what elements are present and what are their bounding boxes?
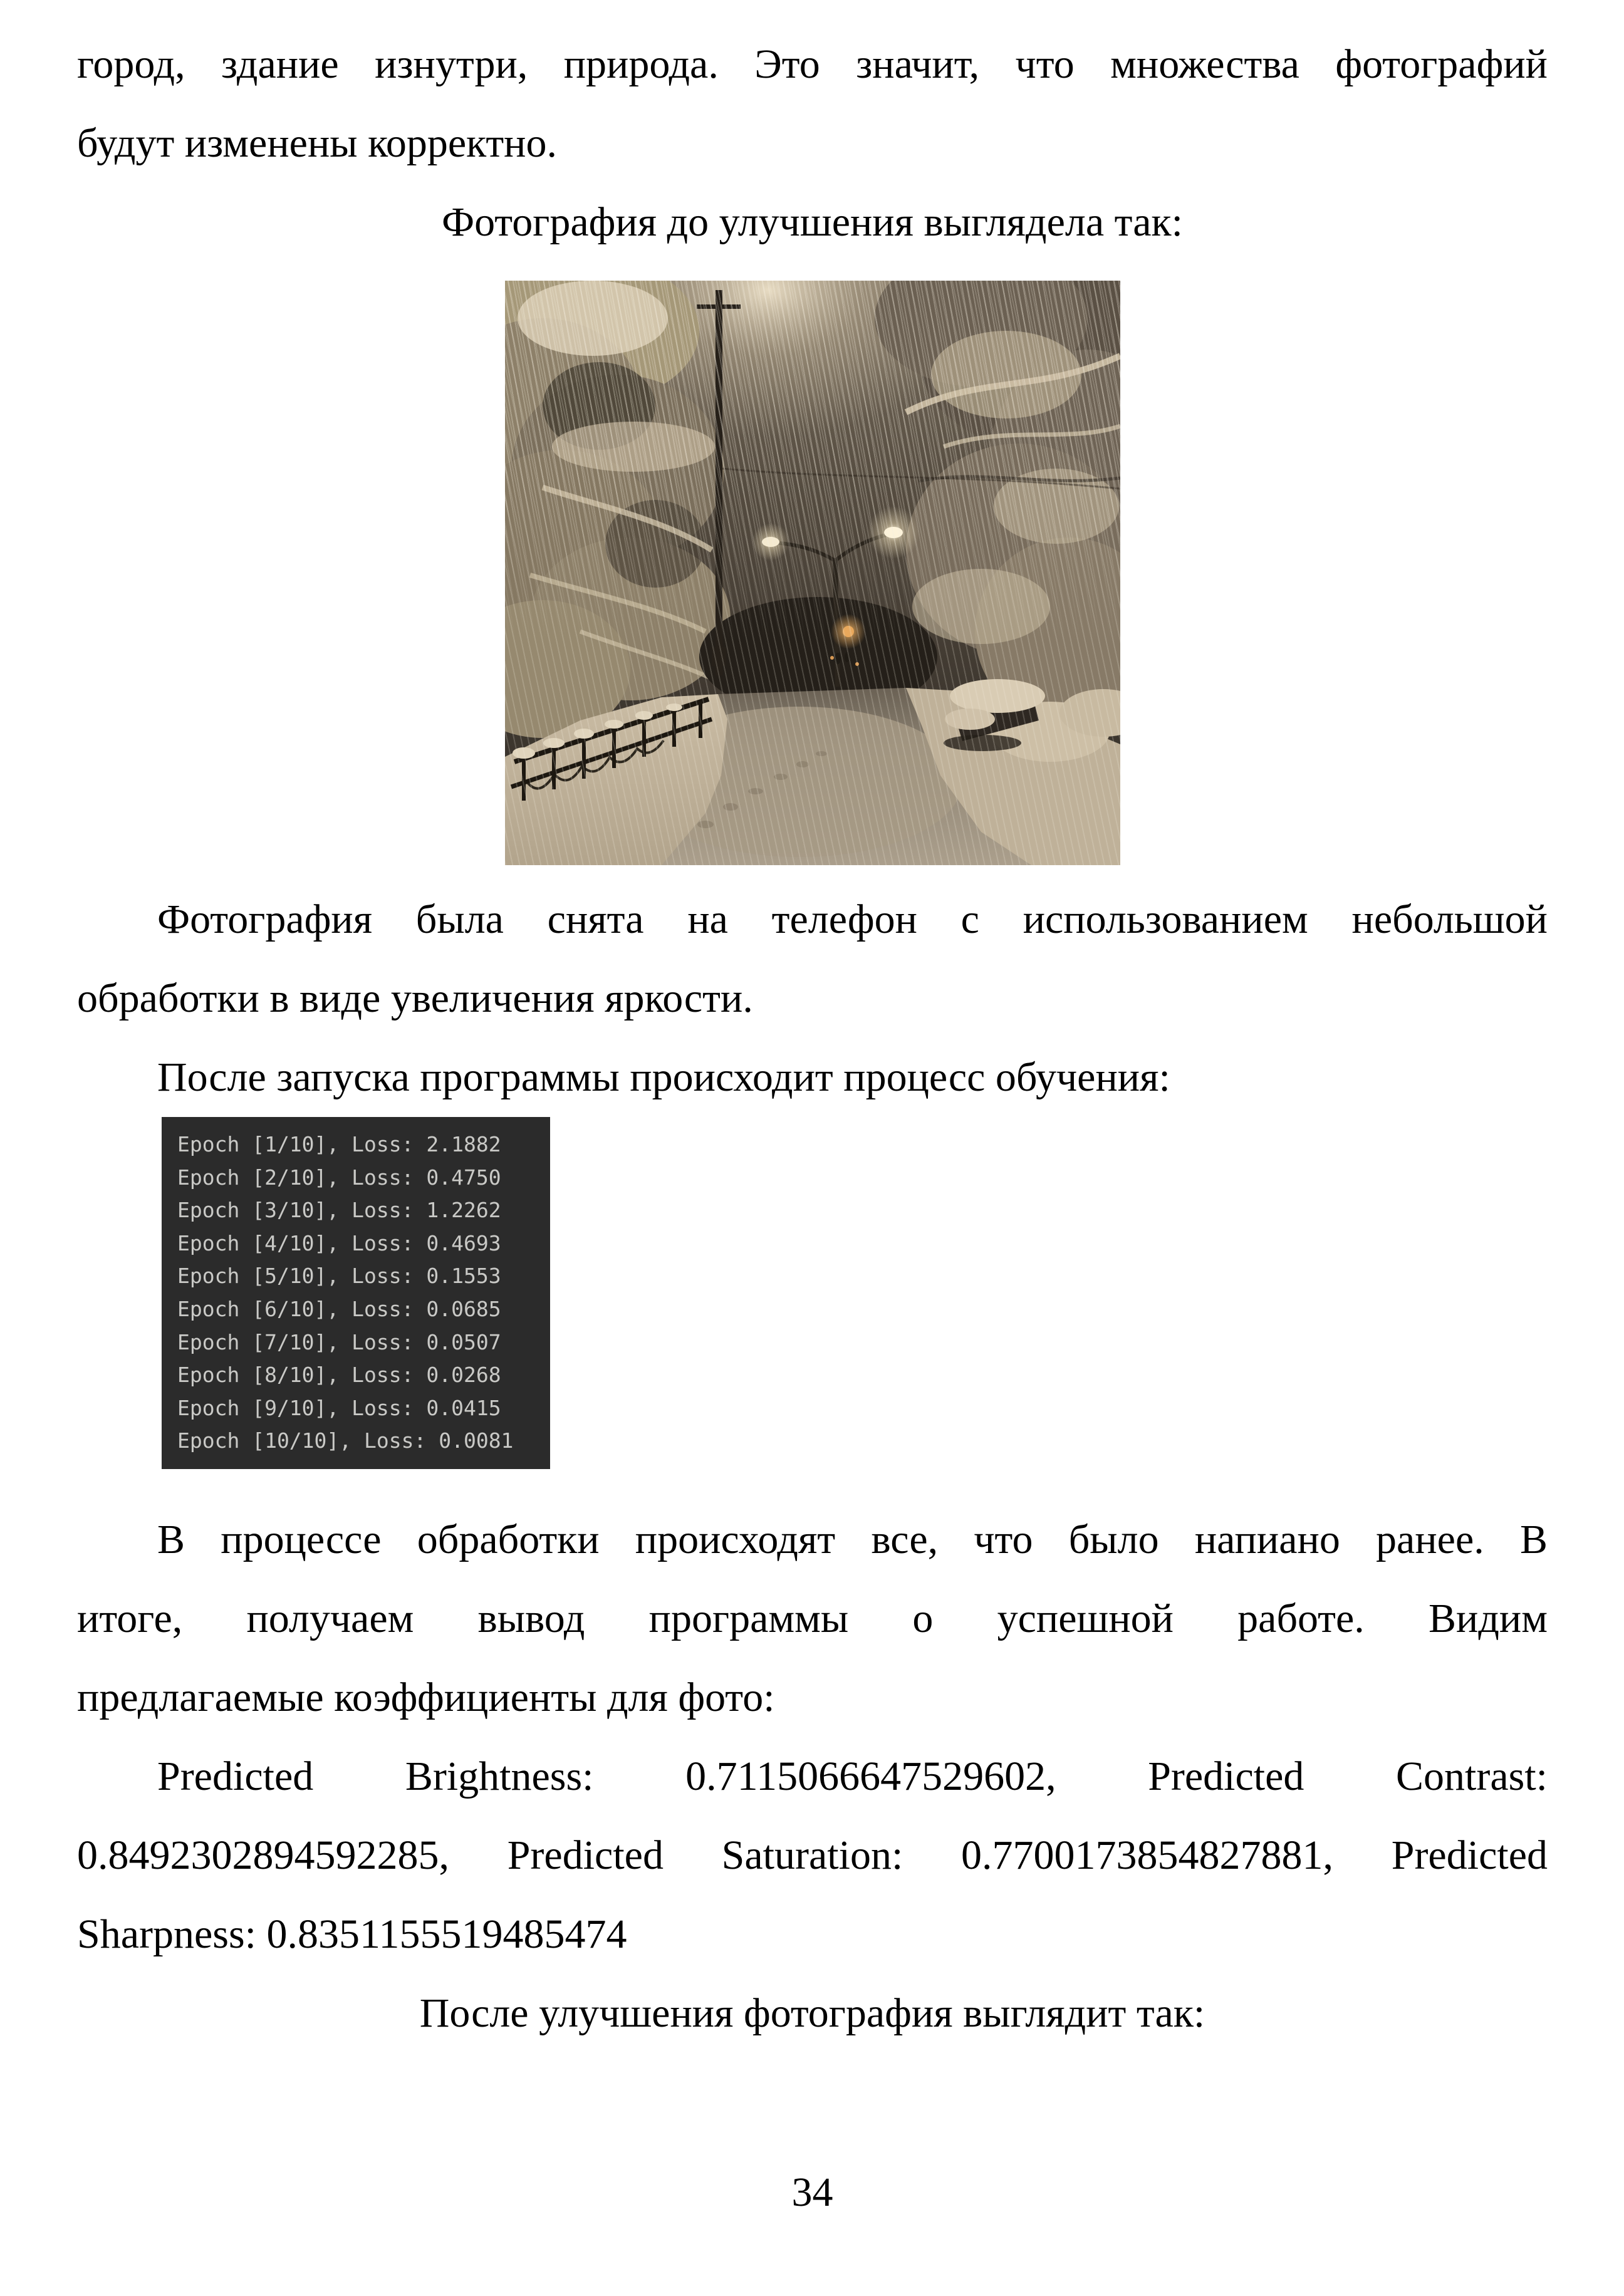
- caption-before-photo: Фотография до улучшения выглядела так:: [442, 199, 1183, 245]
- paragraph-intro-line1: город, здание изнутри, природа. Это значит, что множества фотографий: [77, 41, 1548, 87]
- console-line: Epoch [3/10], Loss: 1.2262: [177, 1198, 501, 1223]
- console-line: Epoch [7/10], Loss: 0.0507: [177, 1329, 501, 1354]
- training-console-output: [162, 1117, 550, 1469]
- predicted-coefficients-line2: 0.8492302894592285, Predicted Saturation: 0.7700173854827881, Predicted: [77, 1832, 1548, 1878]
- console-line: Epoch [1/10], Loss: 2.1882: [177, 1132, 501, 1156]
- paragraph-photo-origin-line1: Фотография была снята на телефон с использованием небольшой: [157, 896, 1548, 942]
- paragraph-training-intro: После запуска программы происходит процесс обучения:: [157, 1054, 1170, 1100]
- console-line: Epoch [10/10], Loss: 0.0081: [177, 1428, 514, 1453]
- predicted-coefficients-line3: Sharpness: 0.8351155519485474: [77, 1911, 627, 1957]
- caption-after-photo: После улучшения фотография выглядит так:: [419, 1990, 1205, 2036]
- console-line: Epoch [9/10], Loss: 0.0415: [177, 1395, 501, 1420]
- paragraph-intro-line2: будут изменены корректно.: [77, 120, 557, 166]
- console-line: Epoch [4/10], Loss: 0.4693: [177, 1230, 501, 1255]
- paragraph-processing-result-line1: В процессе обработки происходят все, что было напиано ранее. В: [157, 1517, 1548, 1562]
- console-line: Epoch [2/10], Loss: 0.4750: [177, 1165, 501, 1190]
- before-photo: [505, 281, 1120, 865]
- paragraph-intro: [77, 25, 1548, 183]
- winter-night-scene: [505, 281, 1120, 865]
- paragraph-processing-result-line3: предлагаемые коэффициенты для фото:: [77, 1675, 775, 1720]
- console-line: Epoch [6/10], Loss: 0.0685: [177, 1296, 501, 1321]
- paragraph-photo-origin: [77, 880, 1548, 1038]
- paragraph-processing-result: [77, 1500, 1548, 1737]
- console-line: Epoch [5/10], Loss: 0.1553: [177, 1264, 501, 1289]
- paragraph-processing-result-line2: итоге, получаем вывод программы о успешной работе. Видим: [77, 1596, 1548, 1641]
- paragraph-photo-origin-line2: обработки в виде увеличения яркости.: [77, 975, 753, 1021]
- predicted-coefficients-line1: Predicted Brightness: 0.7115066647529602, Predicted Contrast:: [157, 1753, 1548, 1799]
- console-line: Epoch [8/10], Loss: 0.0268: [177, 1363, 501, 1388]
- page-number: 34: [791, 2169, 833, 2215]
- paragraph-predicted-coefficients: [77, 1737, 1548, 1974]
